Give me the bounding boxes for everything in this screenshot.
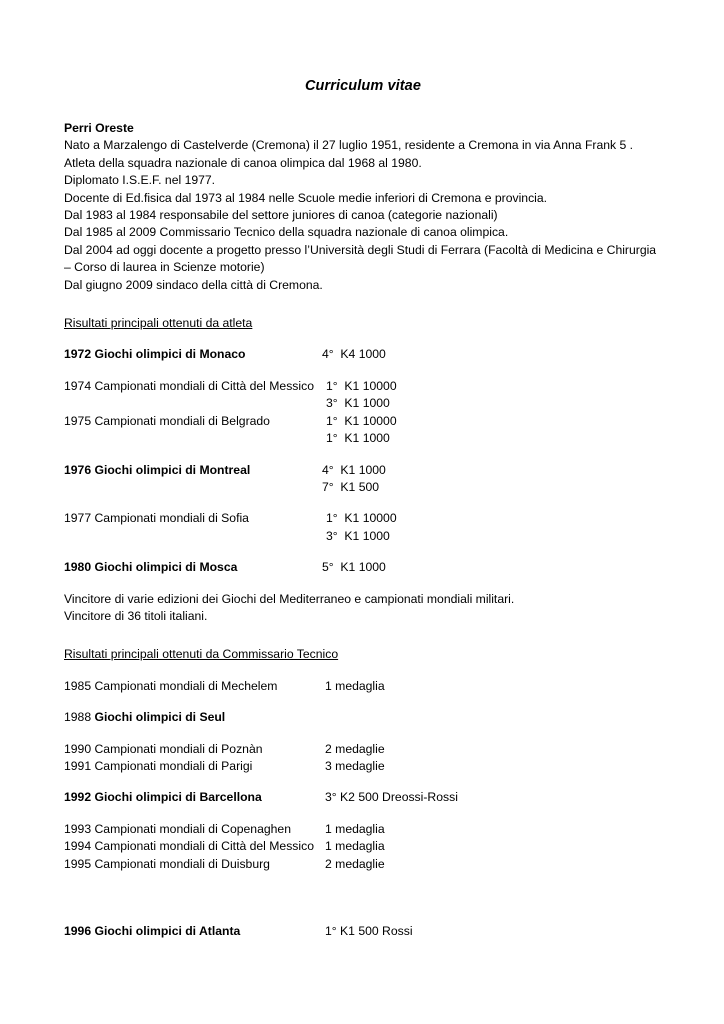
result-value: 3° K1 1000 [326, 528, 390, 543]
result-event: 1980 Giochi olimpici di Mosca [64, 560, 238, 575]
candidate-name: Perri Oreste [64, 121, 134, 135]
result-row [64, 856, 662, 873]
result-row [64, 378, 662, 395]
result-group [64, 678, 662, 695]
intro-line: – Corso di laurea in Scienze motorie) [64, 260, 265, 275]
result-group [64, 709, 662, 726]
result-event: 1972 Giochi olimpici di Monaco [64, 347, 246, 362]
result-event: 1985 Campionati mondiali di Mechelem [64, 678, 278, 693]
result-value: 1 medaglia [325, 678, 385, 693]
intro-line: Atleta della squadra nazionale di canoa olimpica dal 1968 al 1980. [64, 155, 422, 170]
page-title: Curriculum vitae [304, 78, 422, 94]
result-row [64, 559, 662, 576]
result-row [64, 741, 662, 758]
result-event: 1990 Campionati mondiali di Poznàn [64, 741, 263, 756]
result-event: 1994 Campionati mondiali di Città del Messico [64, 839, 314, 854]
result-row [64, 789, 662, 806]
result-value: 2 medaglie [325, 856, 385, 871]
result-row [64, 758, 662, 775]
result-value: 1 medaglia [325, 821, 385, 836]
result-row [64, 395, 662, 412]
result-event-name: Giochi olimpici di Seul [94, 710, 226, 725]
result-row [64, 462, 662, 479]
result-group [64, 821, 662, 873]
result-event: 1977 Campionati mondiali di Sofia [64, 511, 249, 526]
result-group [64, 462, 662, 497]
result-group [64, 510, 662, 545]
result-value: 2 medaglie [325, 741, 385, 756]
result-event-year: 1988 [64, 710, 95, 725]
intro-line: Dal giugno 2009 sindaco della città di Cremona. [64, 277, 323, 292]
result-event: 1993 Campionati mondiali di Copenaghen [64, 821, 291, 836]
section-heading-athlete [64, 315, 662, 332]
result-event [64, 430, 326, 447]
athlete-results [64, 346, 662, 576]
result-row [64, 479, 662, 496]
result-event [64, 709, 325, 726]
result-event: 1974 Campionati mondiali di Città del Messico [64, 378, 314, 393]
result-value: 1° K1 10000 [326, 413, 397, 428]
result-value: 1 medaglia [325, 839, 385, 854]
result-value: 4° K4 1000 [322, 347, 386, 362]
result-group [64, 741, 662, 776]
ct-results [64, 678, 662, 941]
result-event [64, 528, 326, 545]
result-value: 7° K1 500 [322, 479, 380, 494]
intro-line: Dal 1985 al 2009 Commissario Tecnico della squadra nazionale di canoa olimpica. [64, 225, 509, 240]
result-row [64, 528, 662, 545]
result-row [64, 821, 662, 838]
section-spacer [64, 887, 662, 923]
result-row [64, 923, 662, 940]
result-value: 5° K1 1000 [322, 560, 386, 575]
result-value: 3 medaglie [325, 758, 385, 773]
result-event [64, 395, 326, 412]
intro-line: Docente di Ed.fisica dal 1973 al 1984 nelle Scuole medie inferiori di Cremona e provincia. [64, 190, 548, 205]
result-event: 1991 Campionati mondiali di Parigi [64, 758, 253, 773]
intro-line: Dal 2004 ad oggi docente a progetto presso l’Università degli Studi di Ferrara (Facoltà di Medicina e Chirurgia [64, 242, 657, 257]
result-row [64, 510, 662, 527]
result-group [64, 559, 662, 576]
result-event: 1995 Campionati mondiali di Duisburg [64, 856, 270, 871]
intro-block [64, 120, 662, 294]
result-value: 3° K2 500 Dreossi-Rossi [325, 790, 458, 805]
athlete-note-line: Vincitore di 36 titoli italiani. [64, 608, 208, 623]
result-row [64, 346, 662, 363]
result-group [64, 346, 662, 363]
result-row [64, 838, 662, 855]
result-value: 3° K1 1000 [326, 396, 390, 411]
result-row [64, 413, 662, 430]
result-event: 1992 Giochi olimpici di Barcellona [64, 790, 262, 805]
result-event: 1976 Giochi olimpici di Montreal [64, 462, 251, 477]
result-event: 1996 Giochi olimpici di Atlanta [64, 924, 241, 938]
athlete-notes [64, 591, 662, 626]
result-row [64, 678, 662, 695]
result-value: 1° K1 10000 [326, 378, 397, 393]
result-group [64, 789, 662, 806]
result-value: 1° K1 500 Rossi [325, 924, 413, 938]
result-row [64, 430, 662, 447]
result-value: 1° K1 10000 [326, 511, 397, 526]
intro-line: Dal 1983 al 1984 responsabile del settore juniores di canoa (categorie nazionali) [64, 208, 498, 223]
intro-line: Diplomato I.S.E.F. nel 1977. [64, 173, 216, 188]
result-event: 1975 Campionati mondiali di Belgrado [64, 413, 270, 428]
section-heading-ct [64, 646, 662, 663]
result-value: 1° K1 1000 [326, 431, 390, 446]
result-event [64, 479, 322, 496]
result-value [325, 709, 662, 726]
result-group [64, 923, 662, 940]
intro-line: Nato a Marzalengo di Castelverde (Cremona) il 27 luglio 1951, residente a Cremona in via Anna Frank 5 . [64, 138, 634, 153]
section-heading-athlete-label: Risultati principali ottenuti da atleta [64, 316, 253, 331]
section-heading-ct-label: Risultati principali ottenuti da Commissario Tecnico [64, 647, 339, 662]
result-row [64, 709, 662, 726]
result-group [64, 378, 662, 448]
result-value: 4° K1 1000 [322, 462, 386, 477]
athlete-note-line: Vincitore di varie edizioni dei Giochi del Mediterraneo e campionati mondiali militari. [64, 591, 515, 606]
